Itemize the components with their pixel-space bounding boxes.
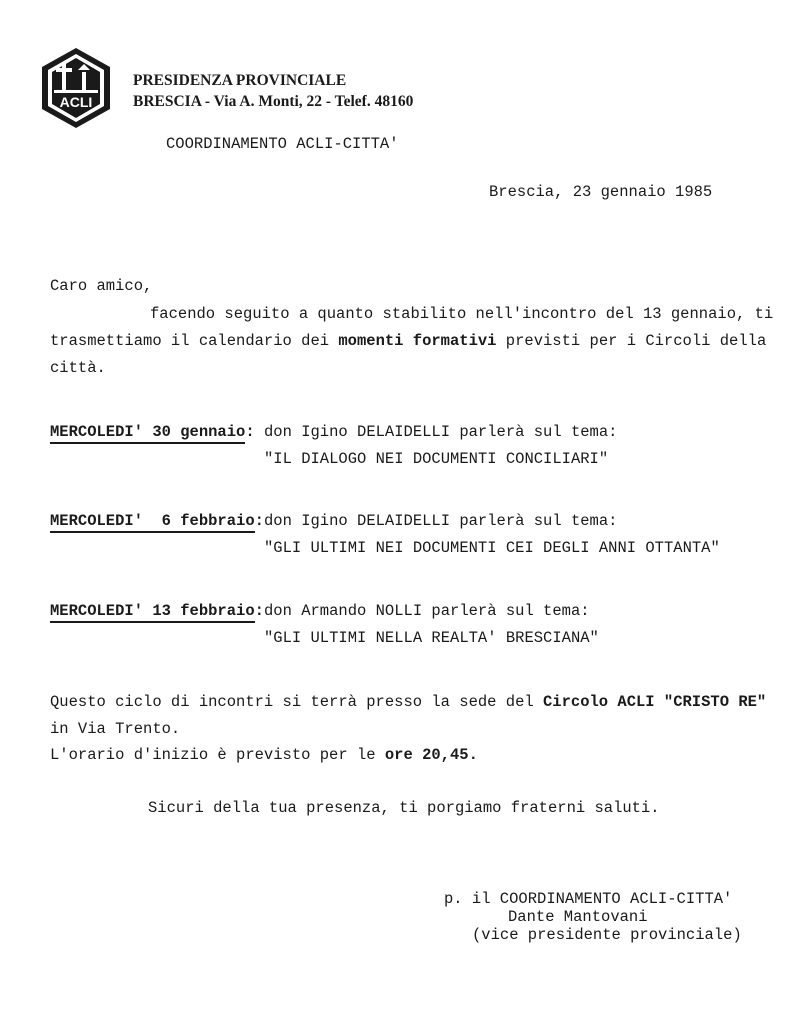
event-speaker: don Igino DELAIDELLI parlerà sul tema:	[264, 512, 618, 530]
place-date: Brescia, 23 gennaio 1985	[489, 183, 713, 201]
venue-line-2: in Via Trento.	[50, 720, 181, 738]
time-text: L'orario d'inizio è previsto per le	[50, 746, 385, 764]
acli-logo	[38, 46, 114, 130]
intro-text-a: trasmettiamo il calendario dei	[50, 332, 339, 350]
time-line	[50, 746, 478, 764]
intro-bold: momenti formativi	[338, 332, 497, 350]
intro-line-2	[50, 332, 766, 350]
event-date: MERCOLEDI' 30 gennaio:	[50, 423, 255, 441]
event-topic: "GLI ULTIMI NEI DOCUMENTI CEI DEGLI ANNI OTTANTA"	[264, 539, 720, 557]
event-date-text: MERCOLEDI' 30 gennaio	[50, 423, 245, 444]
intro-line-1: facendo seguito a quanto stabilito nell'incontro del 13 gennaio, ti	[150, 305, 774, 323]
closing-line: Sicuri della tua presenza, ti porgiamo fraterni saluti.	[148, 799, 660, 817]
event-date: MERCOLEDI' 13 febbraio:	[50, 602, 264, 620]
venue-line-1	[50, 693, 766, 711]
event-date-text: MERCOLEDI' 6 febbraio	[50, 512, 255, 533]
intro-line-3: città.	[50, 359, 106, 377]
salutation: Caro amico,	[50, 277, 153, 295]
event-speaker: don Armando NOLLI parlerà sul tema:	[264, 602, 590, 620]
event-topic: "GLI ULTIMI NELLA REALTA' BRESCIANA"	[264, 629, 599, 647]
signature-name: Dante Mantovani	[508, 908, 648, 926]
signature-line-1: p. il COORDINAMENTO ACLI-CITTA'	[444, 890, 733, 908]
venue-bold: Circolo ACLI "CRISTO RE"	[542, 693, 767, 711]
intro-text-b: previsti per i Circoli della	[496, 332, 767, 350]
department-title: COORDINAMENTO ACLI-CITTA'	[166, 135, 399, 153]
event-date-text: MERCOLEDI' 13 febbraio	[50, 602, 255, 623]
event-topic: "IL DIALOGO NEI DOCUMENTI CONCILIARI"	[264, 450, 609, 468]
event-date: MERCOLEDI' 6 febbraio:	[50, 512, 264, 530]
signature-title: (vice presidente provinciale)	[472, 926, 742, 944]
svg-text:ACLI: ACLI	[59, 94, 93, 110]
time-bold: ore 20,45.	[384, 746, 478, 764]
venue-text: Questo ciclo di incontri si terrà presso la sede del	[50, 693, 543, 711]
org-address: BRESCIA - Via A. Monti, 22 - Telef. 48160	[133, 93, 414, 110]
event-speaker: don Igino DELAIDELLI parlerà sul tema:	[264, 423, 618, 441]
org-name: PRESIDENZA PROVINCIALE	[133, 72, 347, 89]
